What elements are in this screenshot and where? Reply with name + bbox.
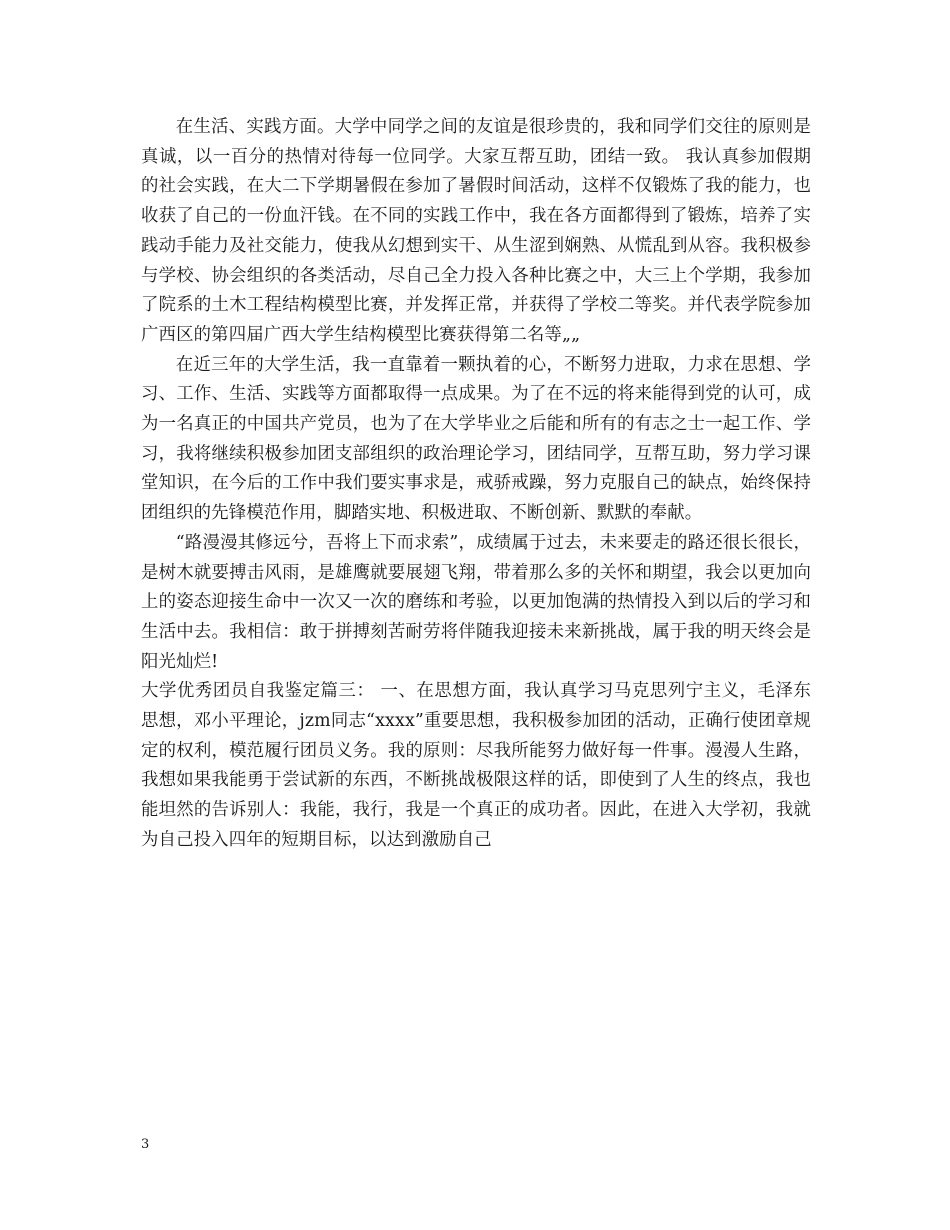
paragraph-life-practice: 在生活、实践方面。大学中同学之间的友谊是很珍贵的，我和同学们交往的原则是真诚，以一百分的热情对待每一位同学。大家互帮互助，团结一致。 我认真参加假期的社会实践，在大二下学期暑假在参加了暑假时间活动，这样不仅锻炼了我的能力，也收获了自己的一份血汗钱。在不同的实践工作中，我在各方面都得到了锻炼，培养了实践动手能力及社交能力，使我从幻想到实干、从生涩到娴熟、从慌乱到从容。我积极参与学校、协会组织的各类活动，尽自己全力投入各种比赛之中，大三上个学期，我参加了院系的土木工程结构模型比赛，并发挥正常，并获得了学校二等奖。并代表学院参加广西区的第四届广西大学生结构模型比赛获得第二名等„„ <box>141 117 811 345</box>
paragraph-long-road: “路漫漫其修远兮，吾将上下而求索”，成绩属于过去，未来要走的路还很长很长，是树木就要搏击风雨，是雄鹰就要展翅飞翔，带着那么多的关怀和期望，我会以更加向上的姿态迎接生命中一次又一次的磨练和考验，以更加饱满的热情投入到以后的学习和生活中去。我相信：敢于拼搏刻苦耐劳将伴随我迎接未来新挑战，属于我的明天终会是阳光灿烂! <box>141 532 811 672</box>
paragraph-three-years: 在近三年的大学生活，我一直靠着一颗执着的心，不断努力进取，力求在思想、学习、工作、生活、实践等方面都取得一点成果。为了在不远的将来能得到党的认可，成为一名真正的中国共产党员，也为了在大学毕业之后能和所有的有志之士一起工作、学习，我将继续积极参加团支部组织的政治理论学习，团结同学，互帮互助，努力学习课堂知识，在今后的工作中我们要实事求是，戒骄戒躁，努力克服自己的缺点，始终保持团组织的先锋模范作用，脚踏实地、积极进取、不断创新、默默的奉献。 <box>141 354 811 524</box>
paragraph-part-three: 大学优秀团员自我鉴定篇三： 一、在思想方面，我认真学习马克思列宁主义，毛泽东思想，邓小平理论，jzm同志“xxxx”重要思想，我积极参加团的活动，正确行使团章规定的权利，模范履行团员义务。我的原则：尽我所能努力做好每一件事。漫漫人生路，我想如果我能勇于尝试新的东西，不断挑战极限这样的话，即使到了人生的终点，我也能坦然的告诉别人：我能，我行，我是一个真正的成功者。因此，在进入大学初，我就为自己投入四年的短期目标，以达到激励自己 <box>141 681 811 850</box>
page-number: 3 <box>141 1137 150 1152</box>
document-body <box>141 113 811 856</box>
